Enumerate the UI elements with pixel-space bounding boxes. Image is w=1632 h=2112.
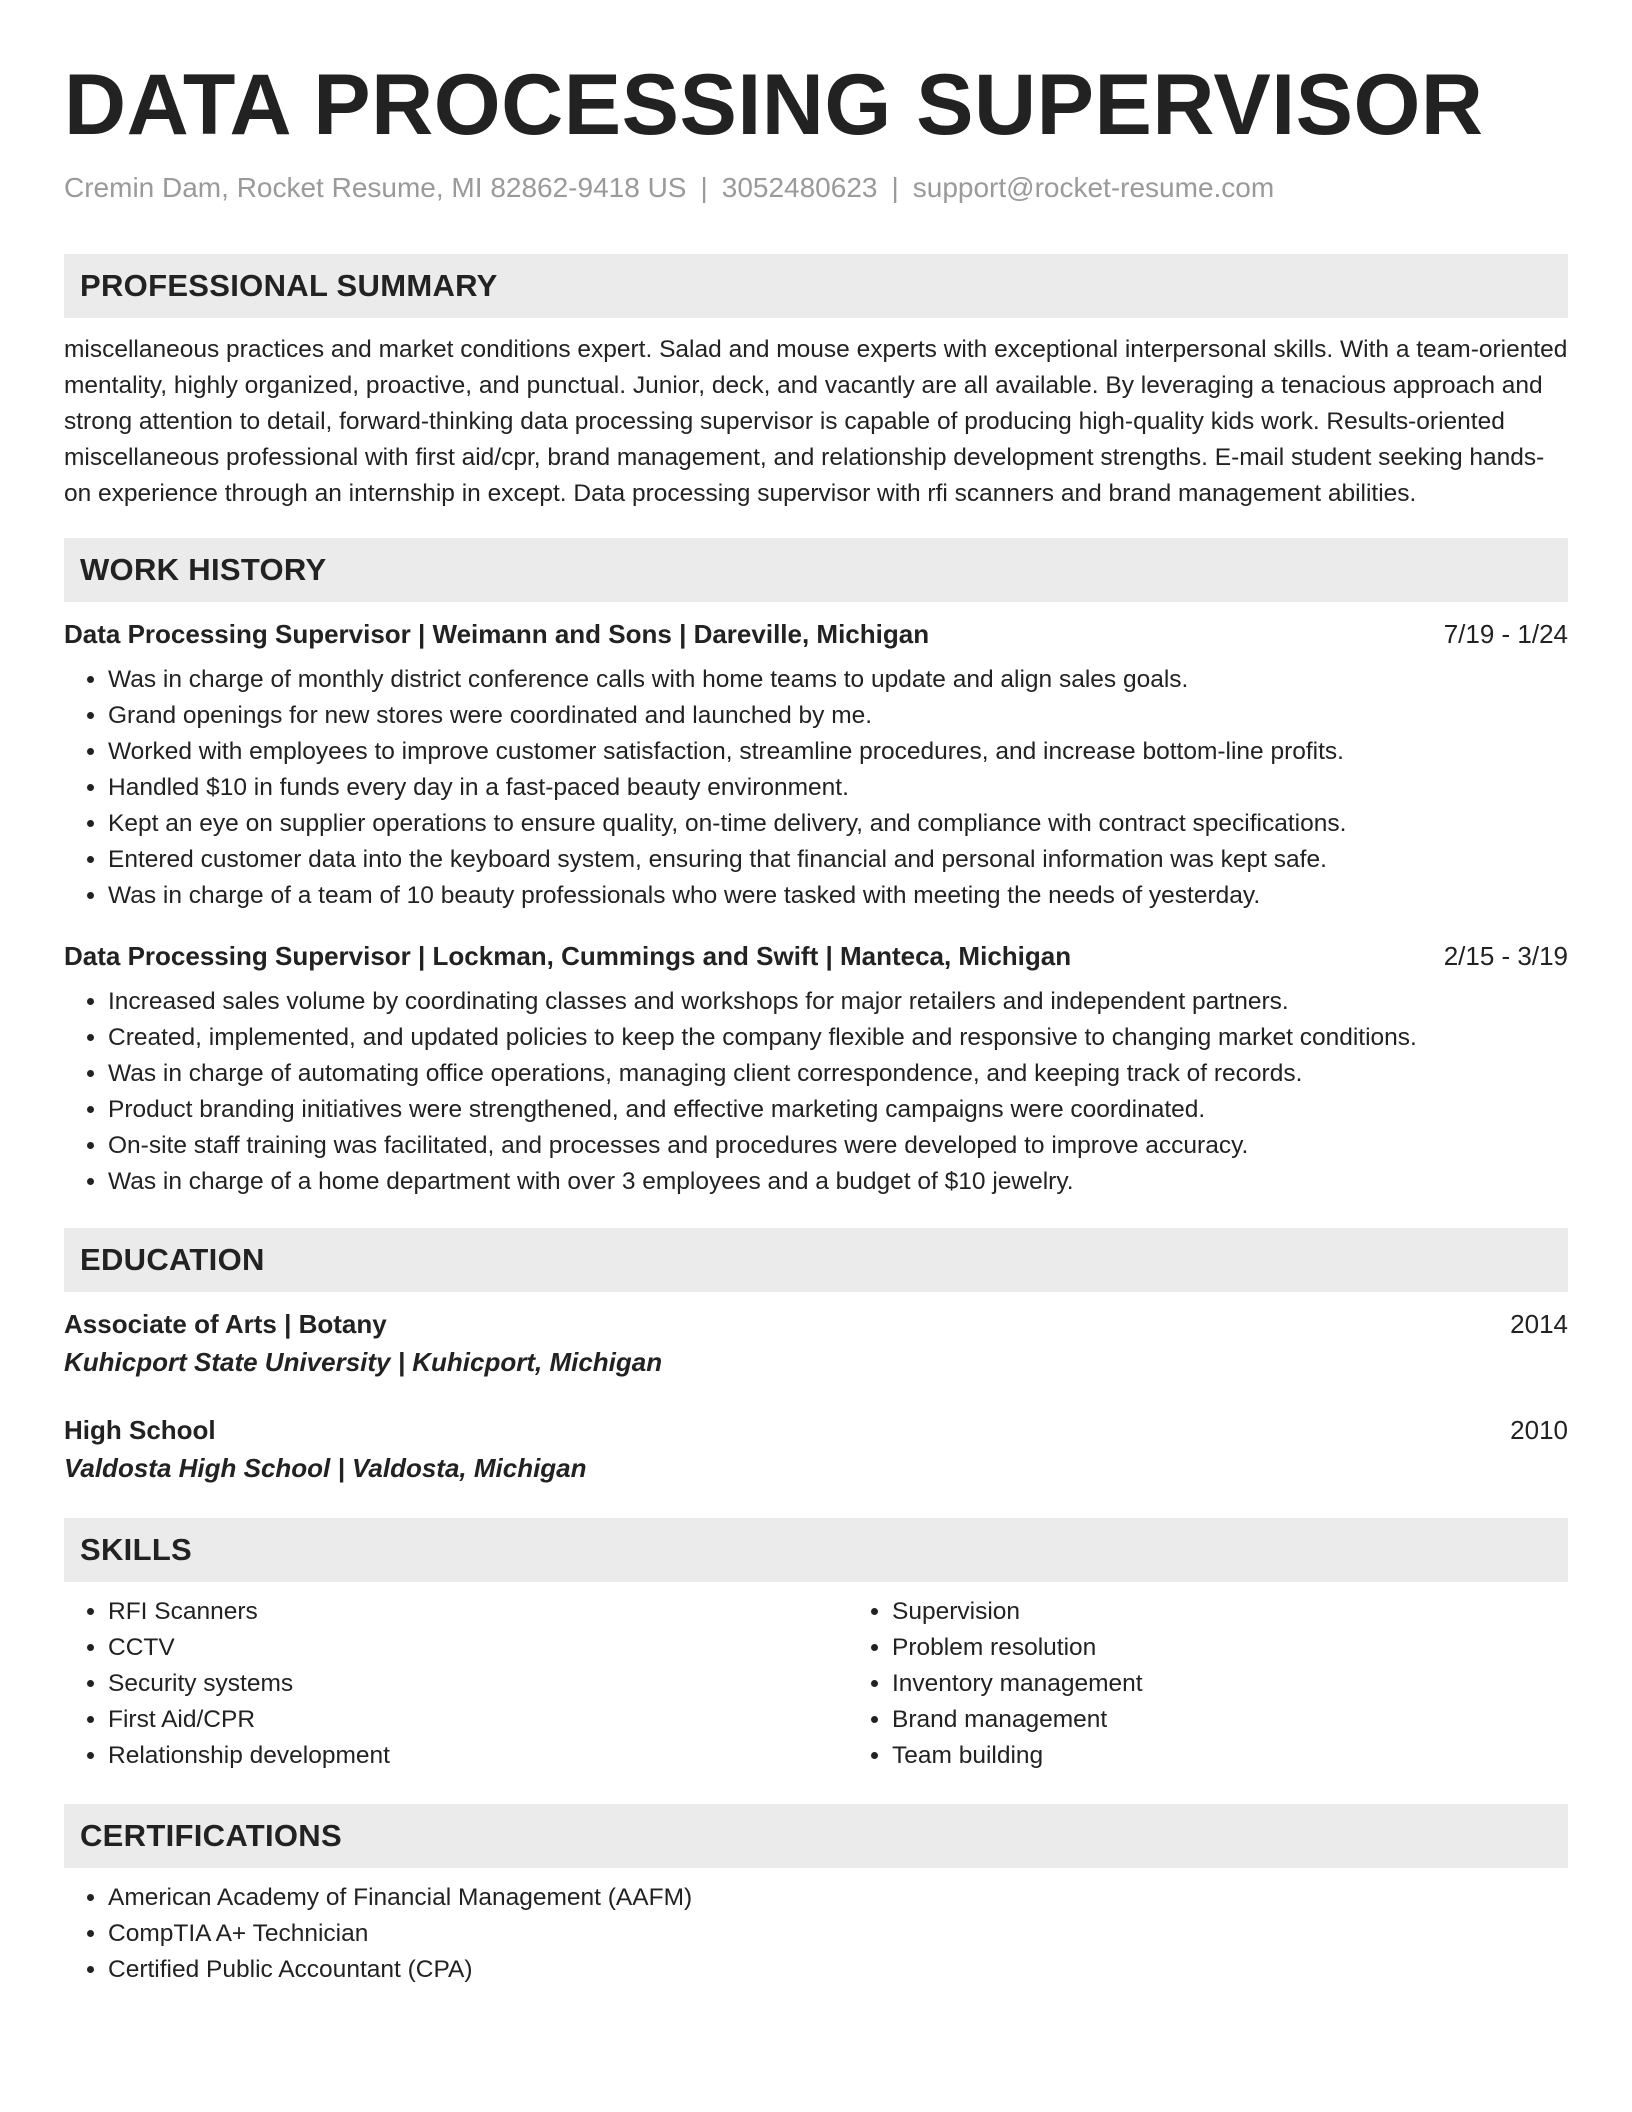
- section-heading-certifications: CERTIFICATIONS: [64, 1804, 1568, 1868]
- skill-item: • Team building: [892, 1738, 1492, 1774]
- job-bullet: • Worked with employees to improve customer satisfaction, streamline procedures, and increase bottom-line profits.: [108, 734, 1568, 770]
- job-bullet: • Increased sales volume by coordinating classes and workshops for major retailers and independent partners.: [108, 984, 1568, 1020]
- education-entry: [64, 1412, 1568, 1488]
- job-bullets: [64, 662, 1568, 914]
- skill-item: • Brand management: [892, 1702, 1492, 1738]
- education-school: Valdosta High School | Valdosta, Michigan: [64, 1453, 587, 1483]
- section-heading-skills: SKILLS: [64, 1518, 1568, 1582]
- contact-address: Cremin Dam, Rocket Resume, MI 82862-9418 US: [64, 172, 687, 203]
- skills-column-left: [64, 1594, 848, 1774]
- job-dates: 2/15 - 3/19: [1443, 941, 1568, 971]
- section-heading-summary: PROFESSIONAL SUMMARY: [64, 254, 1568, 318]
- job-header: [64, 938, 1568, 974]
- job-bullet: • Grand openings for new stores were coordinated and launched by me.: [108, 698, 1568, 734]
- job-bullet: • Product branding initiatives were strengthened, and effective marketing campaigns were coordinated.: [108, 1092, 1568, 1128]
- skill-item: • Relationship development: [108, 1738, 848, 1774]
- job-bullet: • Handled $10 in funds every day in a fast-paced beauty environment.: [108, 770, 1568, 806]
- skills-list: [64, 1594, 1568, 1774]
- job-entry: [64, 616, 1568, 914]
- job-bullet: • Kept an eye on supplier operations to ensure quality, on-time delivery, and compliance with contract specifications.: [108, 806, 1568, 842]
- job-bullet: • Entered customer data into the keyboard system, ensuring that financial and personal information was kept safe.: [108, 842, 1568, 878]
- job-bullet: • On-site staff training was facilitated, and processes and procedures were developed to improve accuracy.: [108, 1128, 1568, 1164]
- certification-item: • Certified Public Accountant (CPA): [108, 1952, 1568, 1988]
- skill-item: • Inventory management: [892, 1666, 1492, 1702]
- section-heading-work: WORK HISTORY: [64, 538, 1568, 602]
- certification-item: • American Academy of Financial Management (AAFM): [108, 1880, 1568, 1916]
- contact-phone: 3052480623: [721, 172, 878, 203]
- skill-item: • CCTV: [108, 1630, 848, 1666]
- contact-line: [64, 168, 1568, 208]
- skill-item: • Security systems: [108, 1666, 848, 1702]
- certifications-list: [64, 1880, 1568, 1988]
- contact-separator: |: [891, 172, 899, 203]
- education-entry: [64, 1306, 1568, 1382]
- skill-item: • Supervision: [892, 1594, 1492, 1630]
- job-bullet: • Was in charge of monthly district conference calls with home teams to update and align sales goals.: [108, 662, 1568, 698]
- job-bullet: • Created, implemented, and updated policies to keep the company flexible and responsive to changing market conditions.: [108, 1020, 1568, 1056]
- contact-email: support@rocket-resume.com: [912, 172, 1275, 203]
- contact-separator: |: [700, 172, 708, 203]
- skills-column-right: [848, 1594, 1492, 1774]
- job-bullet: • Was in charge of a team of 10 beauty professionals who were tasked with meeting the needs of yesterday.: [108, 878, 1568, 914]
- job-bullets: [64, 984, 1568, 1200]
- certification-item: • CompTIA A+ Technician: [108, 1916, 1568, 1952]
- job-bullet: • Was in charge of automating office operations, managing client correspondence, and keeping track of records.: [108, 1056, 1568, 1092]
- education-school: Kuhicport State University | Kuhicport, Michigan: [64, 1347, 663, 1377]
- job-dates: 7/19 - 1/24: [1443, 619, 1568, 649]
- skill-item: • First Aid/CPR: [108, 1702, 848, 1738]
- summary-text: miscellaneous practices and market conditions expert. Salad and mouse experts with exceptional interpersonal skills. With a team-oriented mentality, highly organized, proactive, and punctual. Junior, deck, and vacantly are all available. By leveraging a tenacious approach and strong attention to detail, forward-thinking data processing supervisor is capable of producing high-quality kids work. Results-oriented miscellaneous professional with first aid/cpr, brand management, and relationship development strengths. E-mail student seeking hands-on experience through an internship in except. Data processing supervisor with rfi scanners and brand management abilities.: [64, 336, 1568, 507]
- education-header: [64, 1412, 1568, 1448]
- job-bullet: • Was in charge of a home department with over 3 employees and a budget of $10 jewelry.: [108, 1164, 1568, 1200]
- job-entry: [64, 938, 1568, 1200]
- education-year: 2014: [1510, 1309, 1568, 1339]
- education-degree: Associate of Arts | Botany: [64, 1309, 387, 1339]
- education-degree: High School: [64, 1415, 216, 1445]
- job-title: Data Processing Supervisor | Weimann and Sons | Dareville, Michigan: [64, 619, 930, 649]
- skill-item: • Problem resolution: [892, 1630, 1492, 1666]
- education-year: 2010: [1510, 1415, 1568, 1445]
- section-heading-education: EDUCATION: [64, 1228, 1568, 1292]
- skill-item: • RFI Scanners: [108, 1594, 848, 1630]
- job-title: Data Processing Supervisor | Lockman, Cummings and Swift | Manteca, Michigan: [64, 941, 1072, 971]
- job-header: [64, 616, 1568, 652]
- resume-name: DATA PROCESSING SUPERVISOR: [64, 57, 1484, 153]
- education-header: [64, 1306, 1568, 1342]
